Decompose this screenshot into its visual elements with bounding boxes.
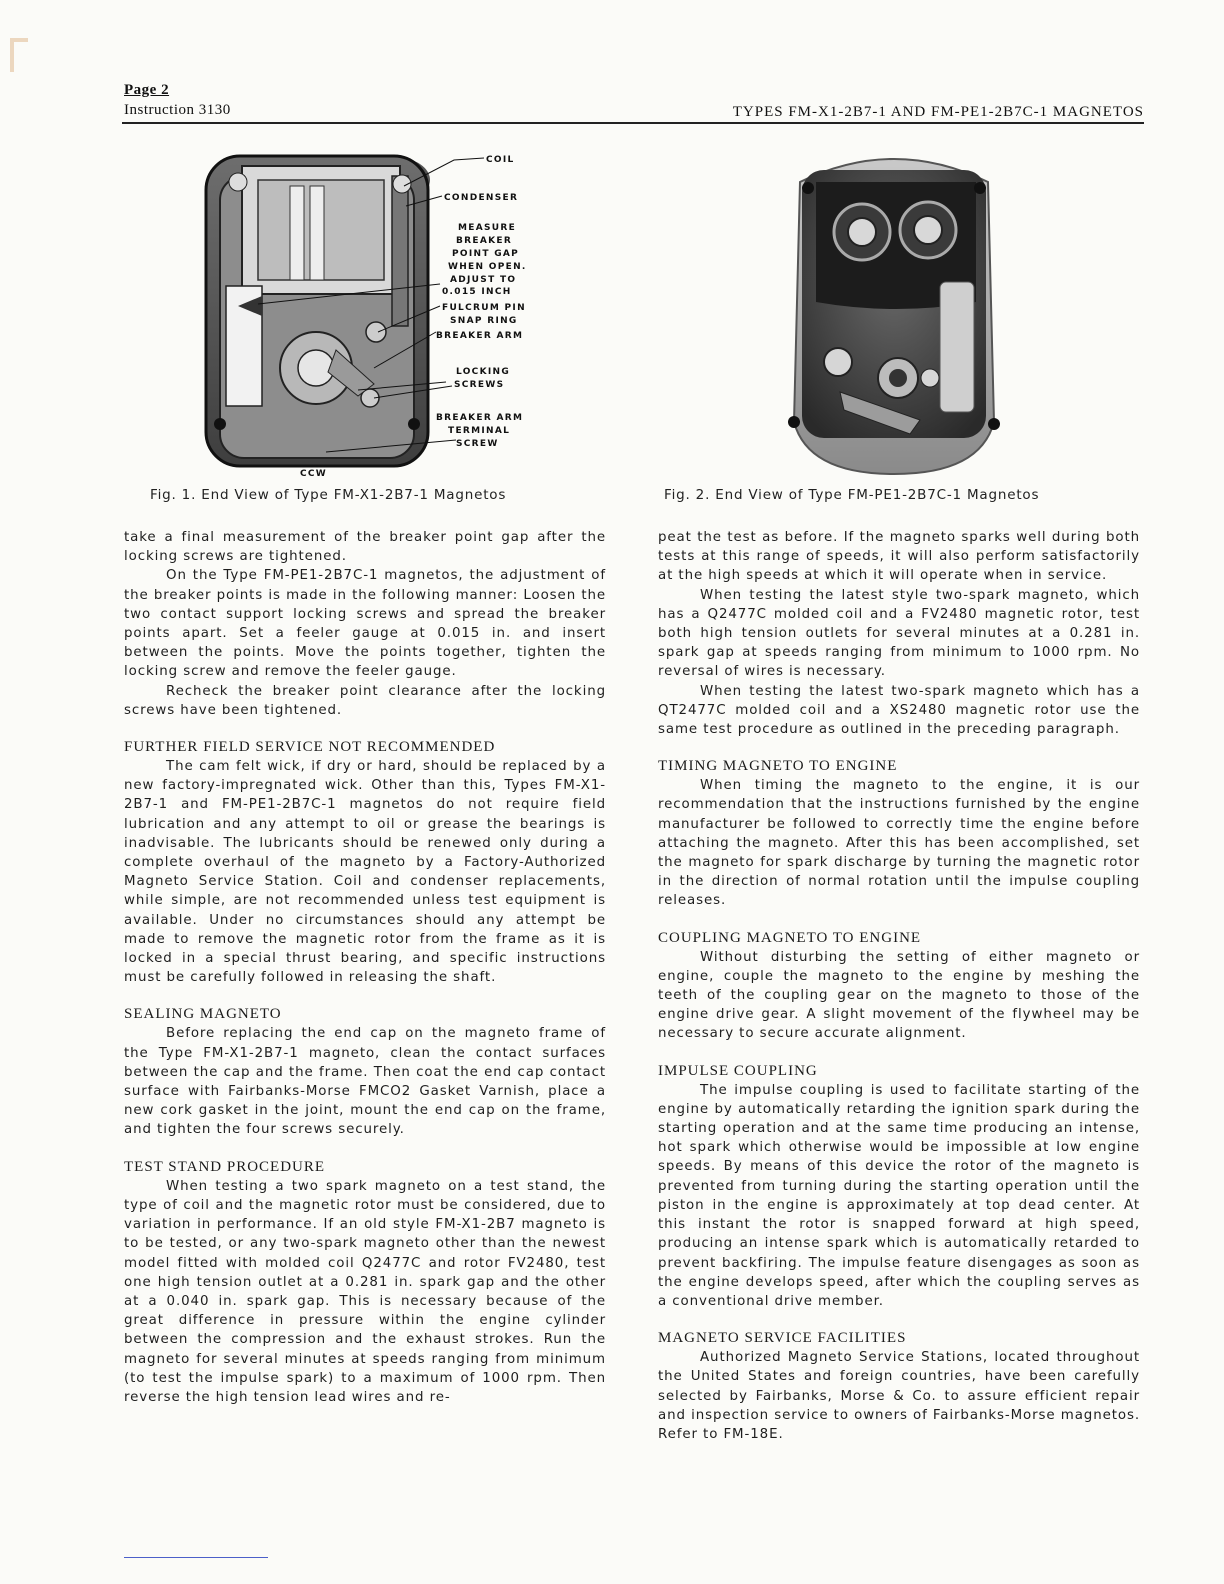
callout-measure-6: 0.015 INCH [442,287,512,297]
right-paragraph: When testing the latest two-spark magneto which has a QT2477C molded coil and a XS2480 magnetic rotor use the same test procedure as outlined in the preceding paragraph. [658,683,1140,738]
right-paragraph: Without disturbing the setting of either magneto or engine, couple the magneto to the engine by meshing the teeth of the coupling gear on the magneto to those of the engine drive gear. A slight movement of the flywheel may be necessary to secure accurate alignment. [658,949,1140,1042]
heading-test-stand: TEST STAND PROCEDURE [124,1158,326,1175]
footer-rule [124,1557,268,1558]
fig2-screw-left [824,348,852,376]
callout-terminal-2: TERMINAL [448,426,511,436]
callout-ccw: CCW [300,469,328,479]
header-rule [122,122,1144,124]
callout-measure-1: MEASURE [458,223,517,233]
callout-coil: COIL [486,155,515,165]
callout-measure-2: BREAKER [456,236,513,246]
callout-fulcrum-2: SNAP RING [450,316,518,326]
heading-coupling-magneto: COUPLING MAGNETO TO ENGINE [658,929,922,946]
left-paragraph: Recheck the breaker point clearance after the locking screws have been tightened. [124,683,606,718]
document-title: TYPES FM-X1-2B7-1 AND FM-PE1-2B7C-1 MAGNETOS [732,104,1144,120]
right-paragraph: peat the test as before. If the magneto sparks well during both tests at this range of speeds, it will also perform satisfactorily at the high speeds at which it will operate when in service. [658,530,1140,584]
scan-corner-mark [10,38,28,72]
callout-breaker-arm: BREAKER ARM [436,331,524,341]
right-paragraph: When timing the magneto to the engine, it is our recommendation that the instructions furnished by the engine manufacturer be followed to correctly time the engine before attaching the magneto. After this has been accomplished, set the magneto for spark discharge by turning the magnetic rotor in the direction of normal rotation until the impulse coupling releases. [658,778,1140,909]
callout-locking-1: LOCKING [456,367,511,377]
callout-terminal-3: SCREW [456,439,499,449]
left-column [124,528,606,1407]
figure-2-photo [780,142,1008,478]
fig1-condenser [392,176,408,326]
fig1-hole-right [408,418,420,430]
left-paragraph: Before replacing the end cap on the magneto frame of the Type FM-X1-2B7-1 magneto, clean the contact surfaces between the cap and the frame. Then coat the end cap contact surface with Fairbanks-Morse FMCO2 Gasket Varnish, place a new cork gasket in the joint, mount the end cap on the frame, and tighten the four screws securely. [124,1026,606,1138]
page-number: Page 2 [124,82,170,98]
heading-impulse-coupling: IMPULSE COUPLING [658,1062,818,1079]
left-paragraph: On the Type FM-PE1-2B7C-1 magnetos, the adjustment of the breaker points is made in the following manner: Loosen the two contact support locking screws and spread the breaker points apart. Set a feeler gauge at 0.015 in. and insert between the points. Move the points together, tighten the locking screw and remove the feeler gauge. [124,568,606,680]
callout-locking-2: SCREWS [454,380,505,390]
heading-service-facilities: MAGNETO SERVICE FACILITIES [658,1330,907,1347]
left-paragraph: The cam felt wick, if dry or hard, should be replaced by a new factory-impregnated wick. Other than this, Types FM-X1-2B7-1 and FM-PE1-2B7C-1 magnetos do not require field lubrication and any attempt to oil or grease the bearings is inadvisable. The lubricants should be renewed only during a complete overhaul of the magneto by a Factory-Authorized Magneto Service Station. Coil and condenser replacements, while simple, are not recommended unless test equipment is available. Under no circumstances should any attempt be made to remove the magnetic rotor from the frame as it is locked in a special thrust bearing, and specific instructions must be carefully followed in releasing the shaft. [124,759,606,986]
right-column [658,528,1140,1444]
figure-1-drawing [198,136,548,482]
figure-1-caption: Fig. 1. End View of Type FM-X1-2B7-1 Magnetos [150,487,507,503]
left-paragraph: When testing a two spark magneto on a test stand, the type of coil and the magnetic rotor must be considered, due to variation in performance. If an old style FM-X1-2B7 magneto is to be tested, or any two-spark magneto other than the newest model fitted with molded coil Q2477C and rotor FV2480, test one high tension outlet at a 0.281 in. spark gap and the other at a 0.040 in. spark gap. This is necessary because of the great difference in pressure within the engine cylinder between the compression and the exhaust strokes. Run the magneto for several minutes at speeds ranging from minimum (to test the impulse spark) to a maximum of 1000 rpm. Then reverse the high tension lead wires and re- [124,1178,606,1405]
right-paragraph: Authorized Magneto Service Stations, located throughout the United States and foreign countries, have been carefully selected by Fairbanks, Morse & Co. to assure efficient repair and inspection service to owners of Fairbanks-Morse magnetos. Refer to FM-18E. [658,1350,1140,1442]
callout-measure-3: POINT GAP [452,249,520,259]
fig2-condenser [940,282,974,412]
callout-measure-5: ADJUST TO [450,275,517,285]
heading-sealing-magneto: SEALING MAGNETO [124,1006,282,1023]
left-paragraph: take a final measurement of the breaker point gap after the locking screws are tightened. [124,530,606,565]
callout-condenser: CONDENSER [444,193,519,203]
fig1-screw [366,322,386,342]
callout-terminal-1: BREAKER ARM [436,413,524,423]
right-paragraph: The impulse coupling is used to facilitate starting of the engine by automatically retarding the ignition spark during the starting operation and at the same time producing an intense, hot spark which otherwise would be impossible at low engine speeds. By means of this device the rotor of the magneto is prevented from turning during the starting operation until the piston in the engine is approximately at top dead center. At this instant the rotor is snapped forward at high speed, producing an intense spark which is automatically retarded to prevent backfiring. The impulse feature disengages as soon as the engine develops speed, after which the coupling serves as a conventional drive member. [658,1082,1140,1309]
heading-timing-magneto: TIMING MAGNETO TO ENGINE [658,758,898,775]
instruction-number: Instruction 3130 [124,102,231,118]
right-paragraph: When testing the latest style two-spark magneto, which has a Q2477C molded coil and a FV2480 magnetic rotor, test both high tension outlets for several minutes at a 0.281 in. spark gap at speeds ranging from minimum to 1000 rpm. No reversal of wires is necessary. [658,587,1140,680]
fig1-hole-left [214,418,226,430]
callout-fulcrum-1: FULCRUM PIN [442,303,526,313]
heading-further-field-service: FURTHER FIELD SERVICE NOT RECOMMENDED [124,739,496,756]
fig2-screw-right [921,369,939,387]
callout-measure-4: WHEN OPEN. [448,262,527,272]
figure-2-caption: Fig. 2. End View of Type FM-PE1-2B7C-1 Magnetos [664,487,1040,503]
